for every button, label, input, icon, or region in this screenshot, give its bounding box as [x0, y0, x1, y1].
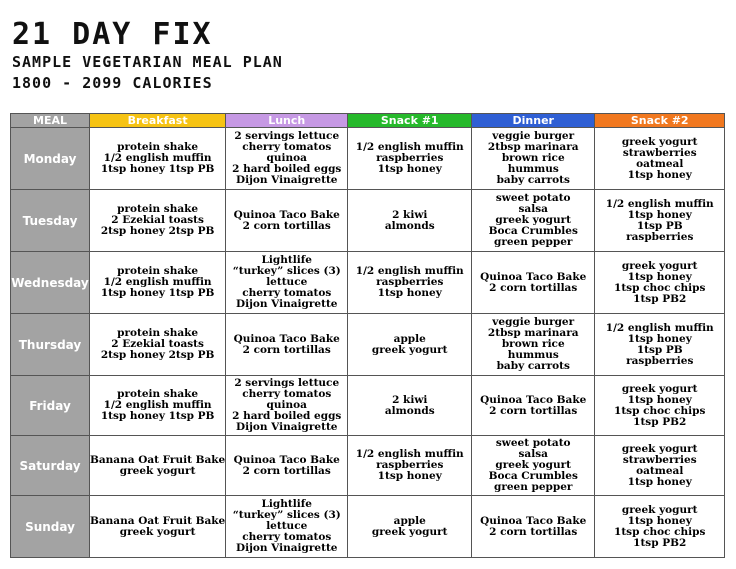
- meal-cell-lunch: [226, 128, 348, 190]
- meal-cell-dinner: [472, 252, 595, 314]
- food-item: protein shake: [117, 203, 199, 215]
- food-item: 1tsp honey: [377, 470, 442, 482]
- meal-cell-snack-2: [595, 436, 725, 496]
- food-item: 1tsp honey: [627, 475, 692, 488]
- page-subtitle: SAMPLE VEGETARIAN MEAL PLAN: [12, 53, 283, 71]
- meal-cell-dinner: [472, 128, 595, 190]
- food-item: greek yogurt: [621, 382, 698, 395]
- food-item: 2tbsp marinara: [487, 327, 579, 339]
- food-item: raspberries: [626, 230, 694, 243]
- meal-cell-lunch: [226, 376, 348, 436]
- food-item: 2 corn tortillas: [242, 219, 331, 232]
- day-label: Tuesday: [11, 190, 90, 252]
- food-item: 1tsp PB2: [633, 415, 687, 428]
- food-item: 1/2 english muffin: [355, 141, 464, 153]
- food-item: greek yogurt: [621, 503, 698, 516]
- food-item: green pepper: [494, 236, 573, 248]
- food-item: raspberries: [376, 276, 444, 288]
- food-item: 2 kiwi: [392, 208, 428, 221]
- day-label: Sunday: [11, 496, 90, 558]
- food-item: almonds: [384, 404, 435, 417]
- food-item: greek yogurt: [119, 464, 196, 477]
- meal-cell-snack-2: [595, 190, 725, 252]
- table-row: [11, 436, 725, 496]
- food-item: 2 servings lettuce: [234, 130, 340, 142]
- meal-cell-snack-2: [595, 128, 725, 190]
- food-item: Dijon Vinaigrette: [235, 174, 338, 186]
- header-lunch: Lunch: [226, 114, 348, 128]
- food-item: 2 Ezekial toasts: [111, 214, 204, 226]
- food-item: 1tsp honey: [627, 393, 692, 406]
- food-item: strawberries: [622, 146, 697, 159]
- food-item: Quinoa Taco Bake: [480, 514, 587, 527]
- table-header: [11, 114, 725, 128]
- meal-cell-snack-1: [348, 128, 472, 190]
- food-item: protein shake: [117, 141, 199, 153]
- page-title: 21 DAY FIX: [12, 17, 213, 52]
- food-item: 1/2 english muffin: [103, 152, 212, 164]
- food-item: 1/2 english muffin: [605, 321, 714, 334]
- food-item: cherry tomatos: [242, 287, 332, 299]
- food-item: raspberries: [376, 152, 444, 164]
- food-item: lettuce: [266, 520, 308, 532]
- food-item: apple: [393, 514, 426, 527]
- food-item: greek yogurt: [119, 525, 196, 538]
- food-item: greek yogurt: [495, 459, 572, 471]
- day-label: Friday: [11, 376, 90, 436]
- meal-cell-snack-1: [348, 436, 472, 496]
- food-item: 1tsp honey: [627, 208, 692, 221]
- day-label: Saturday: [11, 436, 90, 496]
- food-item: sweet potato: [495, 437, 571, 449]
- food-item: cherry tomatos: [242, 388, 332, 400]
- food-item: greek yogurt: [621, 135, 698, 148]
- food-item: 2tsp honey 2tsp PB: [100, 225, 215, 237]
- meal-cell-lunch: [226, 496, 348, 558]
- food-item: 1/2 english muffin: [103, 399, 212, 411]
- food-item: hummus: [507, 163, 559, 175]
- meal-cell-lunch: [226, 190, 348, 252]
- food-item: 1/2 english muffin: [605, 197, 714, 210]
- food-item: 2 corn tortillas: [242, 343, 331, 356]
- food-item: veggie burger: [492, 316, 575, 328]
- meal-cell-snack-1: [348, 252, 472, 314]
- table-row: [11, 190, 725, 252]
- table-body: [11, 128, 725, 558]
- meal-cell-snack-2: [595, 376, 725, 436]
- food-item: Lightlife: [261, 254, 312, 266]
- food-item: 1tsp choc chips: [614, 404, 706, 417]
- table-row: [11, 376, 725, 436]
- food-item: Dijon Vinaigrette: [235, 298, 338, 310]
- food-item: greek yogurt: [371, 343, 448, 356]
- food-item: 2 corn tortillas: [489, 525, 578, 538]
- food-item: oatmeal: [636, 464, 684, 477]
- food-item: Quinoa Taco Bake: [233, 208, 340, 221]
- food-item: 1tsp choc chips: [614, 525, 706, 538]
- meal-cell-dinner: [472, 436, 595, 496]
- meal-plan-table: [10, 113, 725, 558]
- food-item: 2 kiwi: [392, 393, 428, 406]
- meal-cell-breakfast: [90, 436, 226, 496]
- meal-cell-snack-2: [595, 314, 725, 376]
- food-item: 1tsp honey: [377, 163, 442, 175]
- table-row: [11, 252, 725, 314]
- meal-cell-breakfast: [90, 190, 226, 252]
- food-item: cherry tomatos: [242, 141, 332, 153]
- meal-cell-lunch: [226, 436, 348, 496]
- food-item: raspberries: [376, 459, 444, 471]
- food-item: “turkey” slices (3): [232, 265, 341, 277]
- meal-cell-lunch: [226, 252, 348, 314]
- food-item: 2 hard boiled eggs: [232, 163, 342, 175]
- meal-cell-breakfast: [90, 314, 226, 376]
- food-item: 2 Ezekial toasts: [111, 338, 204, 350]
- food-item: baby carrots: [496, 360, 570, 372]
- header-snack-2: Snack #2: [595, 114, 725, 128]
- food-item: 1tsp PB: [636, 219, 683, 232]
- table-row: [11, 128, 725, 190]
- food-item: greek yogurt: [495, 214, 572, 226]
- food-item: 1tsp PB2: [633, 536, 687, 549]
- food-item: protein shake: [117, 388, 199, 400]
- meal-cell-dinner: [472, 190, 595, 252]
- food-item: 1tsp PB2: [633, 292, 687, 305]
- table-row: [11, 314, 725, 376]
- meal-cell-breakfast: [90, 496, 226, 558]
- food-item: 1tsp honey: [627, 514, 692, 527]
- meal-cell-snack-2: [595, 252, 725, 314]
- food-item: greek yogurt: [621, 442, 698, 455]
- food-item: 1tsp honey: [377, 287, 442, 299]
- food-item: strawberries: [622, 453, 697, 466]
- header-dinner: Dinner: [472, 114, 595, 128]
- food-item: Lightlife: [261, 498, 312, 510]
- header-row: [11, 114, 725, 128]
- food-item: apple: [393, 332, 426, 345]
- food-item: quinoa: [266, 399, 307, 411]
- meal-cell-lunch: [226, 314, 348, 376]
- food-item: 2tbsp marinara: [487, 141, 579, 153]
- meal-cell-dinner: [472, 496, 595, 558]
- meal-cell-snack-1: [348, 496, 472, 558]
- food-item: cherry tomatos: [242, 531, 332, 543]
- meal-cell-dinner: [472, 314, 595, 376]
- food-item: 1/2 english muffin: [355, 448, 464, 460]
- meal-cell-snack-1: [348, 314, 472, 376]
- meal-cell-snack-1: [348, 190, 472, 252]
- food-item: salsa: [518, 448, 548, 460]
- food-item: oatmeal: [636, 157, 684, 170]
- food-item: brown rice: [501, 152, 565, 164]
- food-item: “turkey” slices (3): [232, 509, 341, 521]
- meal-cell-breakfast: [90, 128, 226, 190]
- food-item: quinoa: [266, 152, 307, 164]
- food-item: 2 hard boiled eggs: [232, 410, 342, 422]
- food-item: Banana Oat Fruit Bake: [90, 514, 226, 527]
- food-item: Quinoa Taco Bake: [233, 332, 340, 345]
- food-item: 1/2 english muffin: [355, 265, 464, 277]
- meal-cell-breakfast: [90, 376, 226, 436]
- food-item: 1tsp honey 1tsp PB: [100, 410, 215, 422]
- food-item: protein shake: [117, 327, 199, 339]
- food-item: 1tsp PB: [636, 343, 683, 356]
- food-item: raspberries: [626, 354, 694, 367]
- meal-cell-breakfast: [90, 252, 226, 314]
- food-item: Quinoa Taco Bake: [480, 270, 587, 283]
- food-item: 2tsp honey 2tsp PB: [100, 349, 215, 361]
- food-item: hummus: [507, 349, 559, 361]
- food-item: 2 servings lettuce: [234, 377, 340, 389]
- food-item: 2 corn tortillas: [242, 464, 331, 477]
- food-item: salsa: [518, 203, 548, 215]
- food-item: protein shake: [117, 265, 199, 277]
- meal-cell-snack-1: [348, 376, 472, 436]
- calorie-range: 1800 - 2099 CALORIES: [12, 74, 213, 92]
- food-item: 1tsp choc chips: [614, 281, 706, 294]
- header-breakfast: Breakfast: [90, 114, 226, 128]
- food-item: sweet potato: [495, 192, 571, 204]
- day-label: Thursday: [11, 314, 90, 376]
- food-item: Boca Crumbles: [488, 225, 578, 237]
- food-item: green pepper: [494, 481, 573, 493]
- day-label: Monday: [11, 128, 90, 190]
- food-item: 2 corn tortillas: [489, 404, 578, 417]
- food-item: baby carrots: [496, 174, 570, 186]
- day-label: Wednesday: [11, 252, 90, 314]
- meal-cell-snack-2: [595, 496, 725, 558]
- table-row: [11, 496, 725, 558]
- header-snack-1: Snack #1: [348, 114, 472, 128]
- food-item: almonds: [384, 219, 435, 232]
- food-item: 1tsp honey 1tsp PB: [100, 287, 215, 299]
- food-item: 1tsp honey: [627, 270, 692, 283]
- meal-cell-dinner: [472, 376, 595, 436]
- food-item: Dijon Vinaigrette: [235, 421, 338, 433]
- food-item: Quinoa Taco Bake: [233, 453, 340, 466]
- food-item: Banana Oat Fruit Bake: [90, 453, 226, 466]
- food-item: brown rice: [501, 338, 565, 350]
- food-item: 2 corn tortillas: [489, 281, 578, 294]
- food-item: 1tsp honey: [627, 168, 692, 181]
- food-item: 1/2 english muffin: [103, 276, 212, 288]
- title-block: [12, 18, 283, 94]
- food-item: Quinoa Taco Bake: [480, 393, 587, 406]
- food-item: greek yogurt: [371, 525, 448, 538]
- food-item: 1tsp honey 1tsp PB: [100, 163, 215, 175]
- food-item: greek yogurt: [621, 259, 698, 272]
- food-item: Dijon Vinaigrette: [235, 542, 338, 554]
- food-item: 1tsp honey: [627, 332, 692, 345]
- header-meal: MEAL: [11, 114, 90, 128]
- food-item: veggie burger: [492, 130, 575, 142]
- food-item: lettuce: [266, 276, 308, 288]
- food-item: Boca Crumbles: [488, 470, 578, 482]
